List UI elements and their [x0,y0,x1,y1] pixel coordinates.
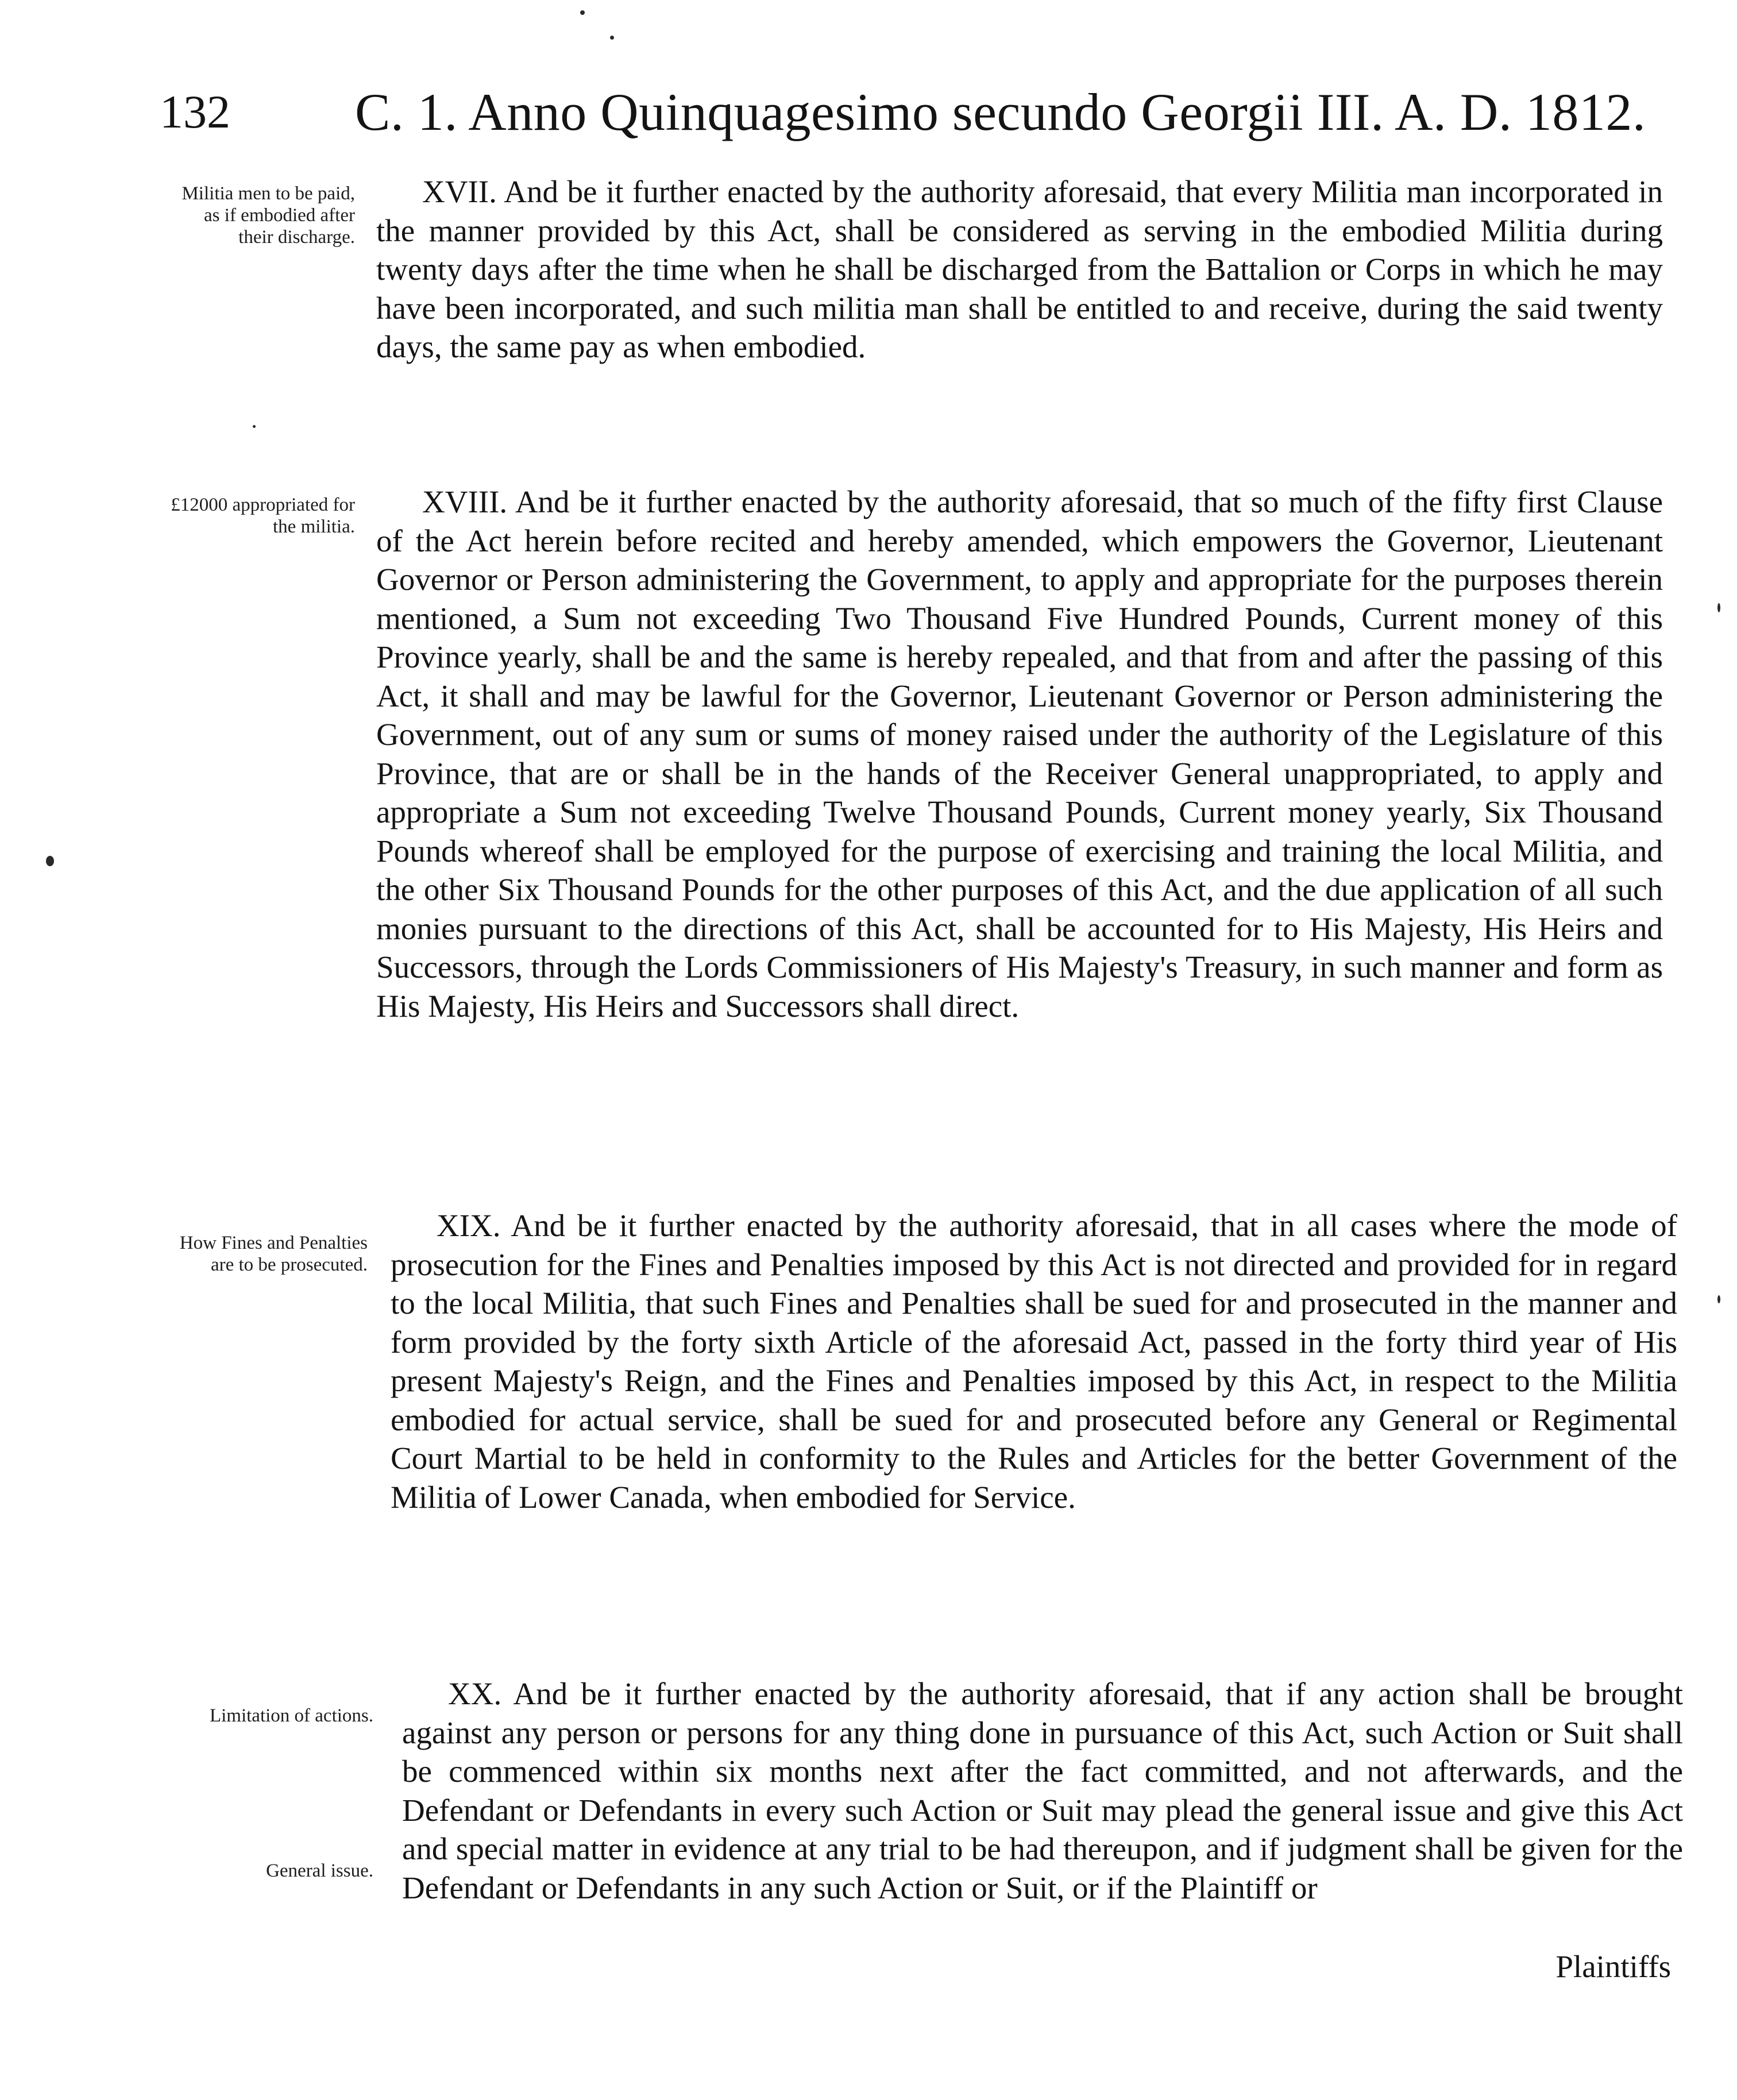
scan-speck [46,856,54,866]
scan-speck [580,10,585,15]
running-title: C. 1. Anno Quinquagesimo secundo Georgii III. A. D. 1812. [355,83,1646,141]
margin-note-limitation: Limitation of actions. [209,1705,373,1726]
scan-speck [253,425,256,428]
scan-speck [1717,1295,1720,1303]
margin-note-fines-penalties: How Fines and Penalties are to be prosecuted. [179,1233,368,1275]
page-header [160,80,1676,149]
section-xix: XIX. And be it further enacted by the authority aforesaid, that in all cases where the mode of prosecution for the Fines and Penalties imposed by this Act is not directed and provided for in regard to the local Militia, that such Fines and Penalties shall be sued for and prosecuted in the manner and form provided by the forty sixth Article of the aforesaid Act, passed in the forty third year of His present Majesty's Reign, and the Fines and Penalties imposed by this Act, in respect to the Militia embodied for actual service, shall be sued for and prosecuted before any General or Regimental Court Martial to be held in conformity to the Rules and Articles for the better Government of the Militia of Lower Canada, when embodied for Service. [391,1208,1677,1515]
catchword: Plaintiffs [1555,1949,1671,1984]
section-xvii: XVII. And be it further enacted by the authority aforesaid, that every Militia man incorporated in the manner provided by this Act, shall be considered as serving in the embodied Militia during twenty days after the time when he shall be discharged from the Battalion or Corps in which he may have been incorporated, and such militia man shall be entitled to and receive, during the said twenty days, the same pay as when embodied. [376,174,1663,364]
margin-note-general-issue: General issue. [266,1860,373,1881]
scan-speck [1717,603,1720,612]
section-xviii: XVIII. And be it further enacted by the authority aforesaid, that so much of the fifty first Clause of the Act herein before recited and hereby amended, which empowers the Governor, Lieutenant Governor or Person administering the Government, to apply and appropriate for the purposes therein mentioned, a Sum not exceeding Two Thousand Five Hundred Pounds, Current money of this Province yearly, shall be and the same is hereby repealed, and that from and after the passing of this Act, it shall and may be lawful for the Governor, Lieutenant Governor or Person administering the Government, out of any sum or sums of money raised under the authority of the Legislature of this Province, that are or shall be in the hands of the Receiver General unappropriated, to apply and appropriate a Sum not exceeding Twelve Thousand Pounds, Current money yearly, Six Thousand Pounds whereof shall be employed for the purpose of exercising and training the local Militia, and the other Six Thousand Pounds for the other purposes of this Act, and the due application of all such monies pursuant to the directions of this Act, shall be accounted for to His Majesty, His Heirs and Successors, through the Lords Commissioners of His Majesty's Treasury, in such manner and form as His Majesty, His Heirs and Successors shall direct. [376,484,1663,1024]
margin-note-appropriation: £12000 appropriated for the militia. [171,495,355,537]
section-xx: XX. And be it further enacted by the authority aforesaid, that if any action shall be brought against any person or persons for any thing done in pursuance of this Act, such Action or Suit shall be commenced within six months next after the fact committed, and not afterwards, and the Defendant or Defendants in every such Action or Suit may plead the general issue and give this Act and special matter in evidence at any trial to be had thereupon, and if judgment shall be given for the Defendant or Defendants in any such Action or Suit, or if the Plaintiff or [402,1676,1683,1905]
margin-note-militia-pay: Militia men to be paid, as if embodied after their discharge. [182,183,355,248]
page-number: 132 [160,86,230,138]
scan-speck [610,36,614,40]
